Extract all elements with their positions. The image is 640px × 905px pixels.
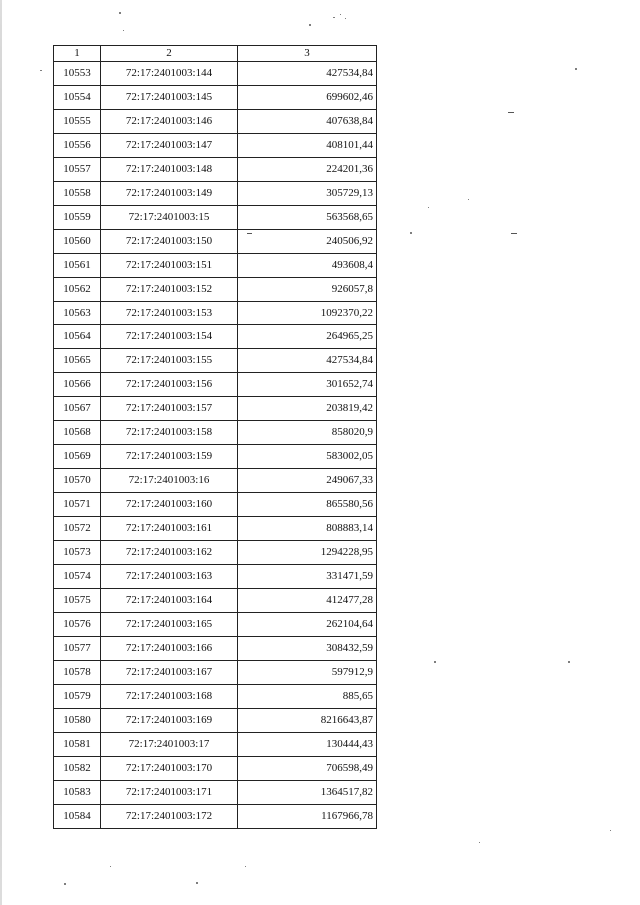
cadastral-number-cell: 72:17:2401003:147 xyxy=(101,133,238,157)
column-header: 3 xyxy=(238,46,377,62)
scan-speck xyxy=(575,68,577,70)
cadastral-number-cell: 72:17:2401003:154 xyxy=(101,325,238,349)
table-row xyxy=(54,684,377,708)
value-cell: 865580,56 xyxy=(238,493,377,517)
cadastral-number-cell: 72:17:2401003:153 xyxy=(101,301,238,325)
cadastral-number-cell: 72:17:2401003:170 xyxy=(101,756,238,780)
table-body xyxy=(54,62,377,829)
table-row xyxy=(54,756,377,780)
table-row xyxy=(54,493,377,517)
row-number-cell: 10560 xyxy=(54,229,101,253)
value-cell: 305729,13 xyxy=(238,181,377,205)
cadastral-number-cell: 72:17:2401003:145 xyxy=(101,85,238,109)
table-row xyxy=(54,205,377,229)
table-row xyxy=(54,301,377,325)
value-cell: 264965,25 xyxy=(238,325,377,349)
scan-speck xyxy=(434,661,436,663)
scan-speck xyxy=(110,866,111,867)
table-row xyxy=(54,804,377,828)
cadastral-number-cell: 72:17:2401003:148 xyxy=(101,157,238,181)
row-number-cell: 10577 xyxy=(54,636,101,660)
scan-speck xyxy=(123,30,124,31)
row-number-cell: 10580 xyxy=(54,708,101,732)
value-cell: 408101,44 xyxy=(238,133,377,157)
table-row xyxy=(54,469,377,493)
table-row xyxy=(54,397,377,421)
row-number-cell: 10558 xyxy=(54,181,101,205)
scan-speck xyxy=(568,661,570,663)
scan-speck xyxy=(511,233,517,234)
value-cell: 493608,4 xyxy=(238,253,377,277)
table-row xyxy=(54,780,377,804)
cadastral-number-cell: 72:17:2401003:172 xyxy=(101,804,238,828)
table-row xyxy=(54,612,377,636)
cadastral-number-cell: 72:17:2401003:152 xyxy=(101,277,238,301)
cadastral-number-cell: 72:17:2401003:167 xyxy=(101,660,238,684)
cadastral-number-cell: 72:17:2401003:163 xyxy=(101,565,238,589)
row-number-cell: 10574 xyxy=(54,565,101,589)
value-cell: 1092370,22 xyxy=(238,301,377,325)
scan-edge xyxy=(0,0,2,905)
table-row xyxy=(54,253,377,277)
value-cell: 308432,59 xyxy=(238,636,377,660)
row-number-cell: 10584 xyxy=(54,804,101,828)
row-number-cell: 10566 xyxy=(54,373,101,397)
row-number-cell: 10581 xyxy=(54,732,101,756)
value-cell: 8216643,87 xyxy=(238,708,377,732)
table-row xyxy=(54,588,377,612)
table-row xyxy=(54,133,377,157)
table-row xyxy=(54,325,377,349)
scan-speck xyxy=(64,883,66,885)
row-number-cell: 10554 xyxy=(54,85,101,109)
row-number-cell: 10564 xyxy=(54,325,101,349)
row-number-cell: 10565 xyxy=(54,349,101,373)
cadastral-number-cell: 72:17:2401003:150 xyxy=(101,229,238,253)
table-row xyxy=(54,517,377,541)
column-header: 2 xyxy=(101,46,238,62)
cadastral-number-cell: 72:17:2401003:164 xyxy=(101,588,238,612)
cadastral-number-cell: 72:17:2401003:168 xyxy=(101,684,238,708)
value-cell: 427534,84 xyxy=(238,349,377,373)
cadastral-number-cell: 72:17:2401003:146 xyxy=(101,109,238,133)
value-cell: 858020,9 xyxy=(238,421,377,445)
row-number-cell: 10572 xyxy=(54,517,101,541)
row-number-cell: 10559 xyxy=(54,205,101,229)
cadastral-number-cell: 72:17:2401003:151 xyxy=(101,253,238,277)
row-number-cell: 10578 xyxy=(54,660,101,684)
value-cell: 583002,05 xyxy=(238,445,377,469)
table-row xyxy=(54,445,377,469)
scan-speck xyxy=(245,866,246,867)
cadastral-number-cell: 72:17:2401003:161 xyxy=(101,517,238,541)
row-number-cell: 10569 xyxy=(54,445,101,469)
scan-speck xyxy=(345,18,346,19)
value-cell: 301652,74 xyxy=(238,373,377,397)
value-cell: 563568,65 xyxy=(238,205,377,229)
row-number-cell: 10579 xyxy=(54,684,101,708)
row-number-cell: 10570 xyxy=(54,469,101,493)
cadastral-number-cell: 72:17:2401003:156 xyxy=(101,373,238,397)
row-number-cell: 10583 xyxy=(54,780,101,804)
row-number-cell: 10556 xyxy=(54,133,101,157)
cadastral-number-cell: 72:17:2401003:15 xyxy=(101,205,238,229)
table-row xyxy=(54,229,377,253)
table-row xyxy=(54,277,377,301)
row-number-cell: 10576 xyxy=(54,612,101,636)
scan-speck xyxy=(40,70,42,71)
table-row xyxy=(54,62,377,86)
value-cell: 130444,43 xyxy=(238,732,377,756)
table-row xyxy=(54,541,377,565)
row-number-cell: 10555 xyxy=(54,109,101,133)
row-number-cell: 10582 xyxy=(54,756,101,780)
table-row xyxy=(54,421,377,445)
value-cell: 808883,14 xyxy=(238,517,377,541)
value-cell: 249067,33 xyxy=(238,469,377,493)
scan-speck xyxy=(479,842,480,843)
row-number-cell: 10573 xyxy=(54,541,101,565)
scan-speck xyxy=(119,12,121,14)
table-row xyxy=(54,181,377,205)
cadastral-number-cell: 72:17:2401003:17 xyxy=(101,732,238,756)
table-row xyxy=(54,373,377,397)
table-row xyxy=(54,85,377,109)
value-cell: 699602,46 xyxy=(238,85,377,109)
row-number-cell: 10562 xyxy=(54,277,101,301)
value-cell: 1294228,95 xyxy=(238,541,377,565)
scan-speck xyxy=(333,17,335,18)
value-cell: 331471,59 xyxy=(238,565,377,589)
value-cell: 427534,84 xyxy=(238,62,377,86)
value-cell: 885,65 xyxy=(238,684,377,708)
registry-table xyxy=(53,45,377,829)
cadastral-number-cell: 72:17:2401003:158 xyxy=(101,421,238,445)
value-cell: 597912,9 xyxy=(238,660,377,684)
row-number-cell: 10571 xyxy=(54,493,101,517)
row-number-cell: 10567 xyxy=(54,397,101,421)
value-cell: 224201,36 xyxy=(238,157,377,181)
table-row xyxy=(54,349,377,373)
scan-speck xyxy=(468,199,469,200)
value-cell: 203819,42 xyxy=(238,397,377,421)
cadastral-number-cell: 72:17:2401003:165 xyxy=(101,612,238,636)
scan-speck xyxy=(309,24,311,26)
table-row xyxy=(54,660,377,684)
scan-speck xyxy=(410,232,412,234)
table-row xyxy=(54,636,377,660)
value-cell: 412477,28 xyxy=(238,588,377,612)
cadastral-number-cell: 72:17:2401003:149 xyxy=(101,181,238,205)
table-row xyxy=(54,157,377,181)
value-cell: 1167966,78 xyxy=(238,804,377,828)
row-number-cell: 10561 xyxy=(54,253,101,277)
row-number-cell: 10575 xyxy=(54,588,101,612)
table-header-row xyxy=(54,46,377,62)
value-cell: 1364517,82 xyxy=(238,780,377,804)
value-cell: 240506,92 xyxy=(238,229,377,253)
value-cell: 407638,84 xyxy=(238,109,377,133)
column-header: 1 xyxy=(54,46,101,62)
table-row xyxy=(54,109,377,133)
cadastral-number-cell: 72:17:2401003:169 xyxy=(101,708,238,732)
cadastral-number-cell: 72:17:2401003:159 xyxy=(101,445,238,469)
table-row xyxy=(54,732,377,756)
cadastral-number-cell: 72:17:2401003:144 xyxy=(101,62,238,86)
table-row xyxy=(54,708,377,732)
cadastral-number-cell: 72:17:2401003:162 xyxy=(101,541,238,565)
row-number-cell: 10563 xyxy=(54,301,101,325)
scan-speck xyxy=(428,207,429,208)
scan-speck xyxy=(340,14,341,15)
cadastral-number-cell: 72:17:2401003:166 xyxy=(101,636,238,660)
value-cell: 926057,8 xyxy=(238,277,377,301)
scan-speck xyxy=(610,830,611,831)
scan-speck xyxy=(196,882,198,884)
scan-speck xyxy=(508,112,514,113)
row-number-cell: 10553 xyxy=(54,62,101,86)
row-number-cell: 10557 xyxy=(54,157,101,181)
cadastral-number-cell: 72:17:2401003:171 xyxy=(101,780,238,804)
cadastral-number-cell: 72:17:2401003:155 xyxy=(101,349,238,373)
row-number-cell: 10568 xyxy=(54,421,101,445)
value-cell: 706598,49 xyxy=(238,756,377,780)
cadastral-number-cell: 72:17:2401003:16 xyxy=(101,469,238,493)
cadastral-number-cell: 72:17:2401003:160 xyxy=(101,493,238,517)
cadastral-number-cell: 72:17:2401003:157 xyxy=(101,397,238,421)
value-cell: 262104,64 xyxy=(238,612,377,636)
table-row xyxy=(54,565,377,589)
